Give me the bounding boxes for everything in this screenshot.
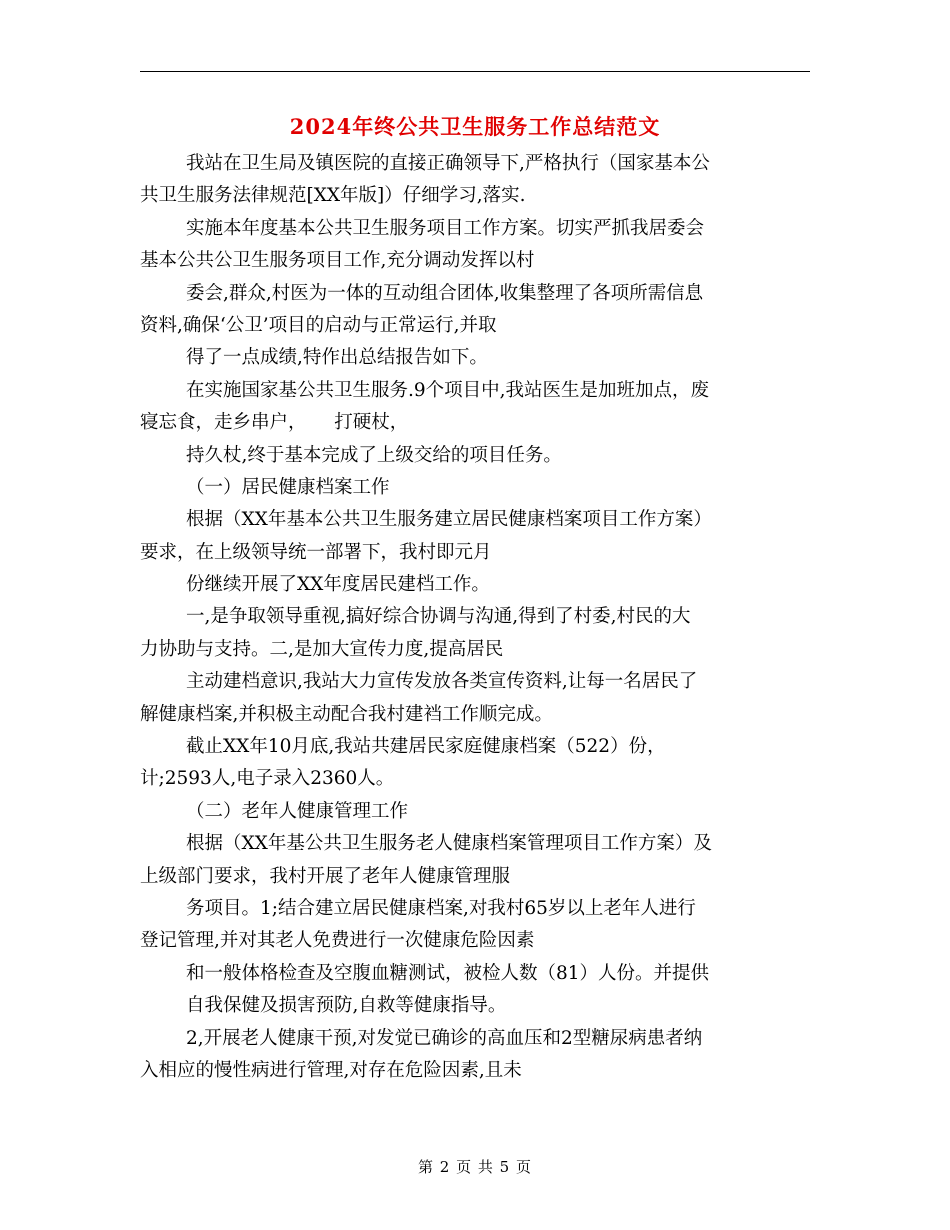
body-line: 和一般体格检查及空腹血糖测试，被检人数（81）人份。并提供 [186,962,710,984]
body-line: 根据（XX年基本公共卫生服务建立居民健康档案项目工作方案） [186,509,712,531]
body-line: 份继续开展了XX年度居民建档工作。 [186,574,490,596]
document-body [140,148,812,1087]
body-line: 委会,群众,村医为一体的互动组合团体,收集整理了各项所需信息 [186,282,704,304]
body-line: 实施本年度基本公共卫生服务项目工作方案。切实严抓我居委会 [186,217,705,239]
body-line: 共卫生服务法律规范[XX年版]）仔细学习,落实. [140,185,526,207]
body-line: 持久杖,终于基本完成了上级交给的项目任务。 [186,444,562,466]
body-line: 登记管理,并对其老人免费进行一次健康危险因素 [140,930,535,952]
body-line: 力协助与支持。二,是加大宣传力度,提高居民 [140,638,504,660]
body-line: 解健康档案,并积极主动配合我村建裆工作顺完成。 [140,703,553,725]
body-line: 在实施国家基公共卫生服务.9个项目中,我站医生是加班加点，废 [186,379,710,401]
body-line: （二）老年人健康管理工作 [186,800,409,822]
body-line: 资料,确保‘公卫’项目的启动与正常运行,并取 [140,314,497,336]
page-number-footer: 第 2 页 共 5 页 [418,1158,532,1176]
body-line: 要求，在上级领导统一部署下，我村即元月 [140,541,492,563]
body-line: 基本公共公卫生服务项目工作,充分调动发挥以村 [140,250,535,272]
body-line: 一,是争取领导重视,搞好综合协调与沟通,得到了村委,村民的大 [186,606,691,628]
document-title: 2024年终公共卫生服务工作总结范文 [289,114,661,139]
body-line: 截止XX年10月底,我站共建居民家庭健康档案（522）份， [186,736,666,758]
body-line: 我站在卫生局及镇医院的直接正确领导下,严格执行（国家基本公 [186,153,710,174]
body-line: 寝忘食，走乡串户， 打硬杖， [140,412,409,434]
body-line: 主动建档意识,我站大力宣传发放各类宣传资料,让每一名居民了 [186,671,698,693]
body-line: 务项目。1;结合建立居民健康档案,对我村65岁以上老年人进行 [186,897,696,919]
body-line: 计;2593人,电子录入2360人。 [140,768,395,790]
body-line: 根据（XX年基公共卫生服务老人健康档案管理项目工作方案）及 [186,833,712,855]
body-line: 自我保健及损害预防,自救等健康指导。 [186,995,507,1017]
body-line: 得了一点成绩,特作出总结报告如下。 [186,347,488,369]
body-line: 上级部门要求，我村开展了老年人健康管理服 [140,865,511,887]
body-line: 2,开展老人健康干预,对发觉已确诊的高血压和2型糖尿病患者纳 [186,1027,703,1049]
header-rule [140,71,810,72]
body-line: 入相应的慢性病进行管理,对存在危险因素,且未 [140,1059,522,1081]
body-line: （一）居民健康档案工作 [186,476,390,498]
